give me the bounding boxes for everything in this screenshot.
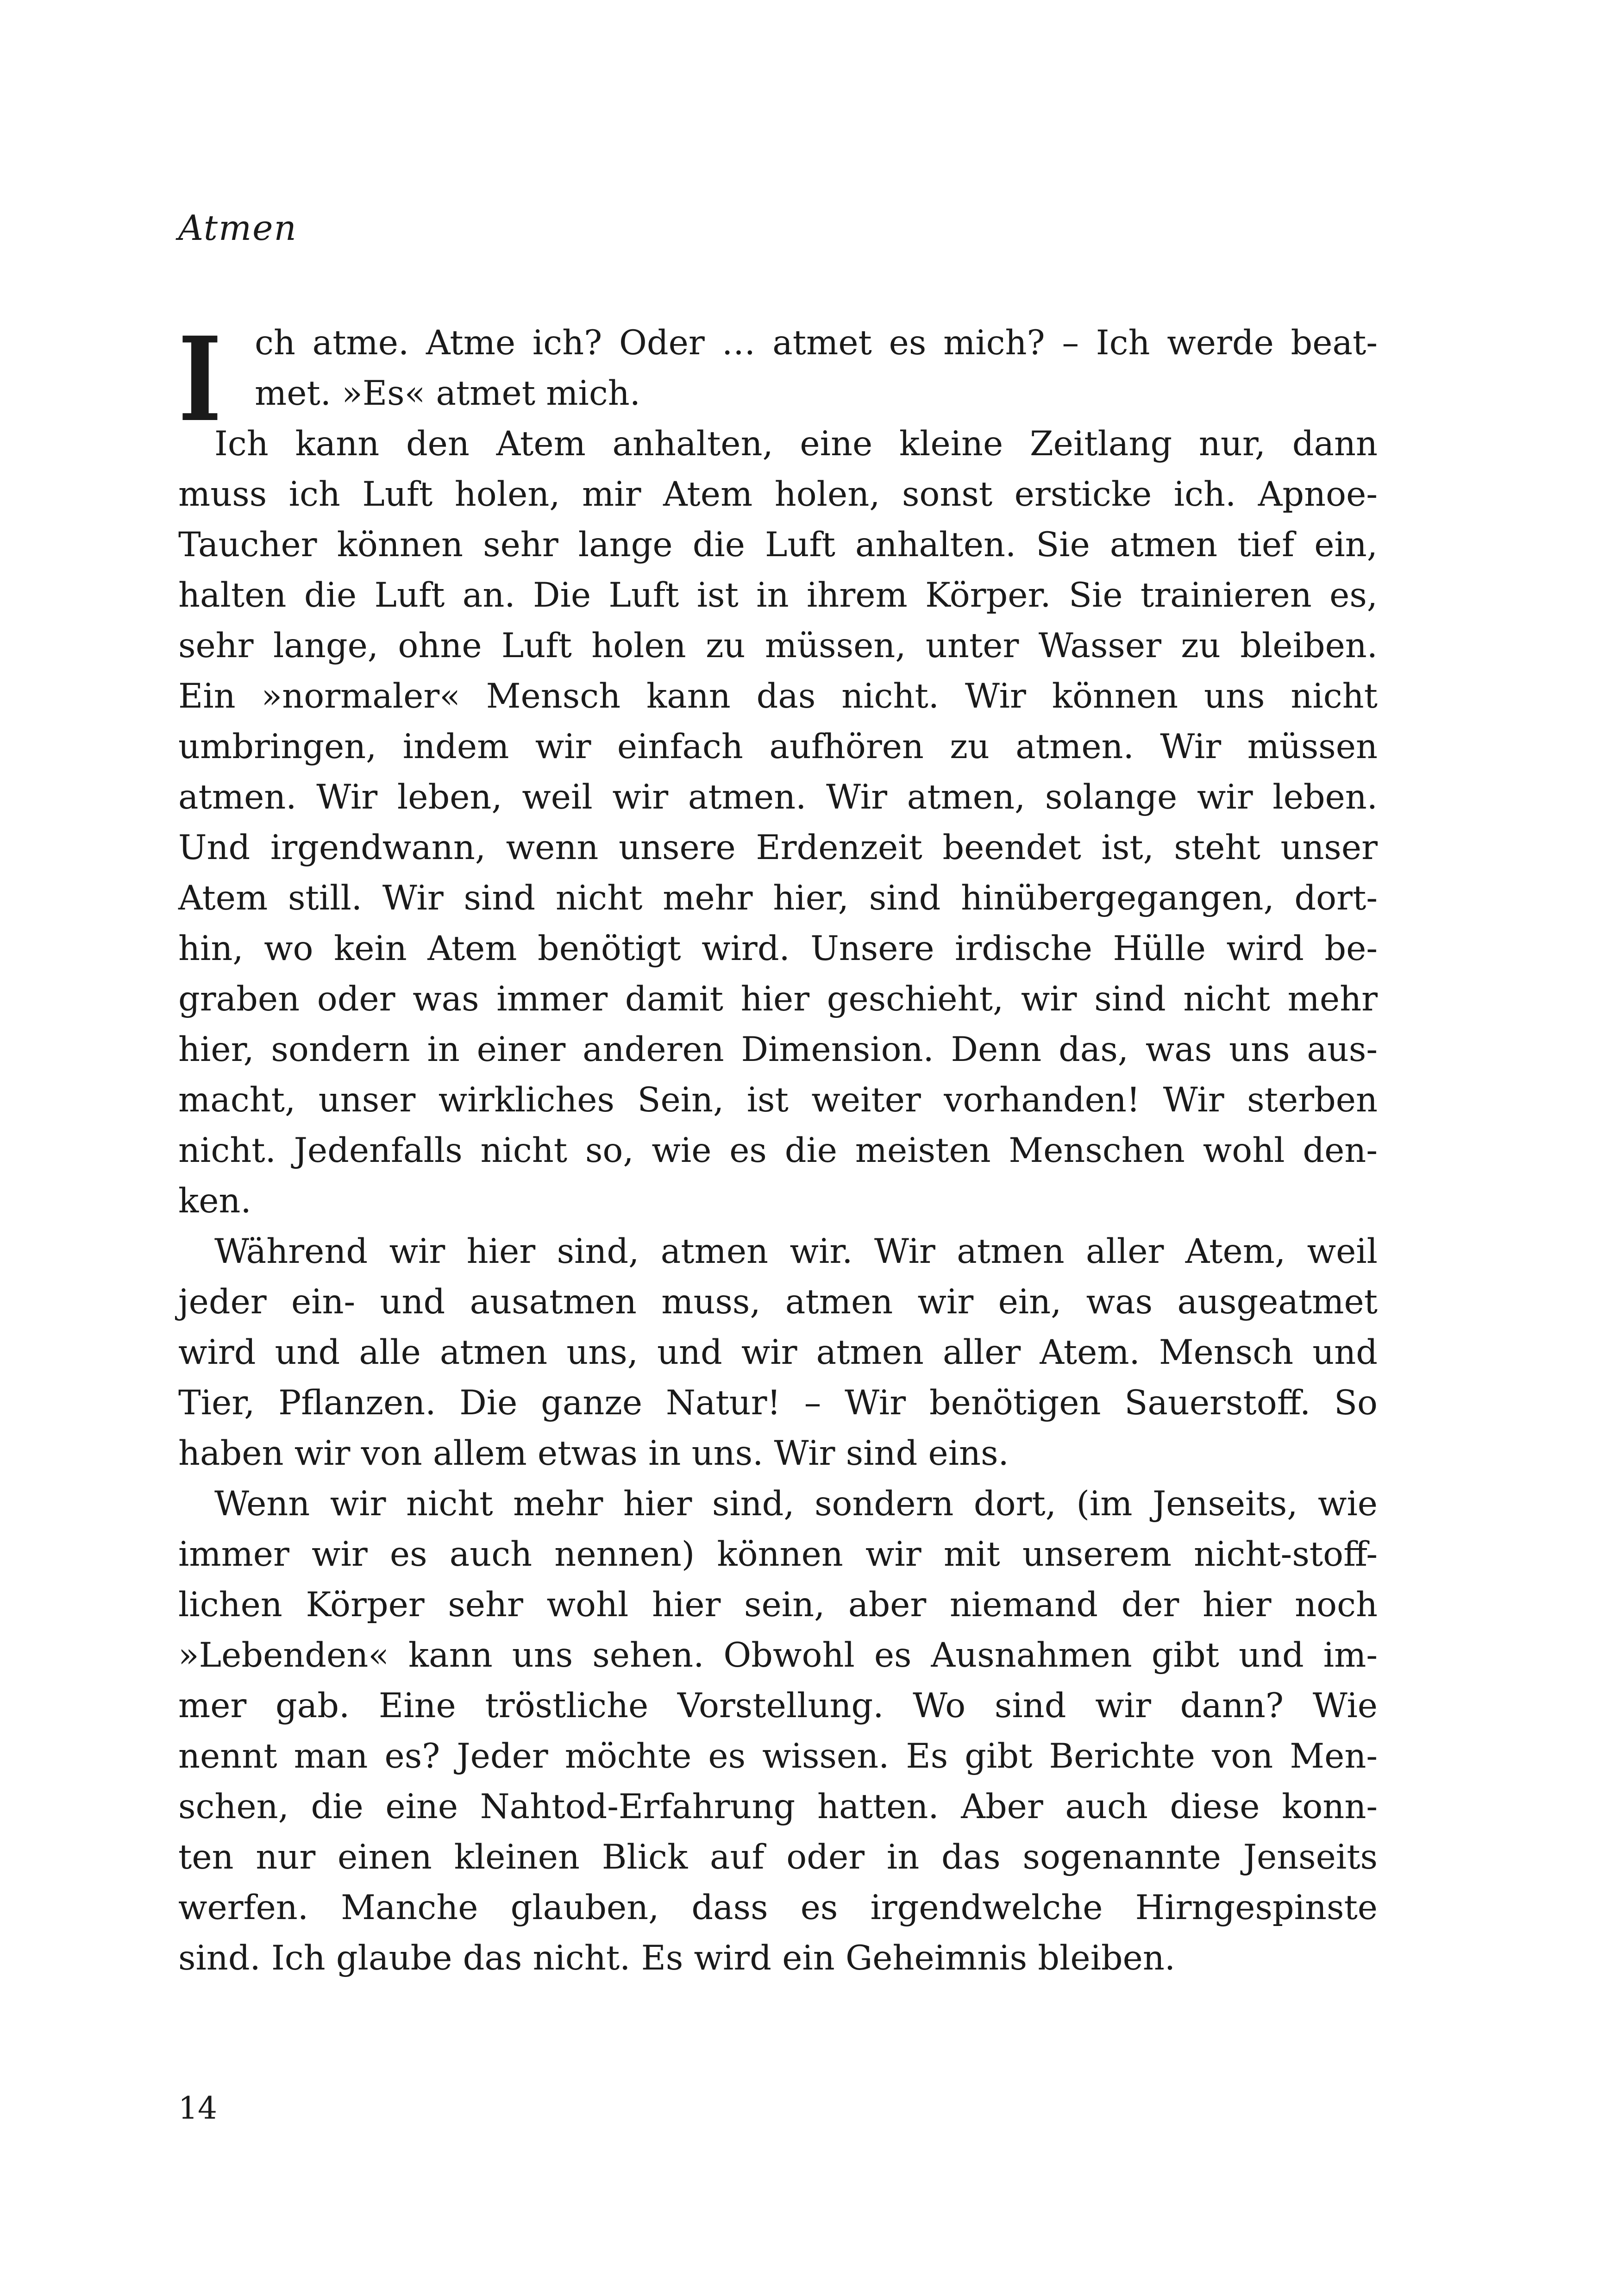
text-line: Tier, Pflanzen. Die ganze Natur! – Wir benötigen Sauerstoff. So (178, 1383, 1378, 1423)
text-line: mer gab. Eine tröstliche Vorstellung. Wo sind wir dann? Wie (178, 1686, 1378, 1725)
text-line: ken. (178, 1181, 251, 1221)
text-line: ch atme. Atme ich? Oder … atmet es mich? – Ich werde beat- (255, 323, 1378, 363)
text-line: Während wir hier sind, atmen wir. Wir atmen aller Atem, weil (214, 1232, 1378, 1271)
text-line: sind. Ich glaube das nicht. Es wird ein Geheimnis bleiben. (178, 1938, 1176, 1978)
text-line: haben wir von allem etwas in uns. Wir sind eins. (178, 1434, 1009, 1473)
page-number: 14 (178, 2090, 217, 2126)
text-line: jeder ein- und ausatmen muss, atmen wir ein, was ausgeatmet (178, 1282, 1378, 1322)
text-line: hier, sondern in einer anderen Dimension. Denn das, was uns aus- (178, 1030, 1378, 1069)
drop-cap: I (178, 311, 222, 447)
text-line: halten die Luft an. Die Luft ist in ihrem Körper. Sie trainieren es, (178, 576, 1378, 615)
text-line: umbringen, indem wir einfach aufhören zu atmen. Wir müssen (178, 727, 1378, 766)
text-line: met. »Es« atmet mich. (255, 374, 640, 413)
text-line: nennt man es? Jeder möchte es wissen. Es gibt Berichte von Men- (178, 1737, 1378, 1776)
text-line: graben oder was immer damit hier geschieht, wir sind nicht mehr (178, 979, 1378, 1019)
body-text (178, 311, 1378, 1983)
text-line: ten nur einen kleinen Blick auf oder in das sogenannte Jenseits (178, 1838, 1378, 1877)
text-line: schen, die eine Nahtod-Erfahrung hatten. Aber auch diese konn- (178, 1787, 1378, 1826)
text-line: »Lebenden« kann uns sehen. Obwohl es Ausnahmen gibt und im- (178, 1636, 1378, 1675)
text-line: muss ich Luft holen, mir Atem holen, sonst ersticke ich. Apnoe- (178, 475, 1378, 514)
text-line: wird und alle atmen uns, und wir atmen aller Atem. Mensch und (178, 1333, 1378, 1372)
text-line: macht, unser wirkliches Sein, ist weiter vorhanden! Wir sterben (178, 1080, 1378, 1120)
page-title: Atmen (178, 207, 297, 248)
text-line: Ich kann den Atem anhalten, eine kleine Zeitlang nur, dann (214, 424, 1378, 464)
text-lines (178, 311, 1378, 1983)
text-line: immer wir es auch nennen) können wir mit unserem nicht-stoff- (178, 1535, 1378, 1574)
text-line: Und irgendwann, wenn unsere Erdenzeit beendet ist, steht unser (178, 828, 1378, 867)
text-line: nicht. Jedenfalls nicht so, wie es die meisten Menschen wohl den- (178, 1131, 1378, 1170)
text-line: Atem still. Wir sind nicht mehr hier, sind hinübergegangen, dort- (178, 878, 1378, 918)
text-line: Taucher können sehr lange die Luft anhalten. Sie atmen tief ein, (178, 525, 1378, 565)
text-line: hin, wo kein Atem benötigt wird. Unsere irdische Hülle wird be- (178, 929, 1378, 968)
text-line: Wenn wir nicht mehr hier sind, sondern dort, (im Jenseits, wie (214, 1484, 1378, 1524)
text-line: werfen. Manche glauben, dass es irgendwelche Hirngespinste (178, 1888, 1378, 1927)
text-line: lichen Körper sehr wohl hier sein, aber niemand der hier noch (178, 1585, 1378, 1625)
text-line: atmen. Wir leben, weil wir atmen. Wir atmen, solange wir leben. (178, 778, 1378, 817)
text-line: Ein »normaler« Mensch kann das nicht. Wir können uns nicht (178, 677, 1378, 716)
text-line: sehr lange, ohne Luft holen zu müssen, unter Wasser zu bleiben. (178, 626, 1378, 665)
